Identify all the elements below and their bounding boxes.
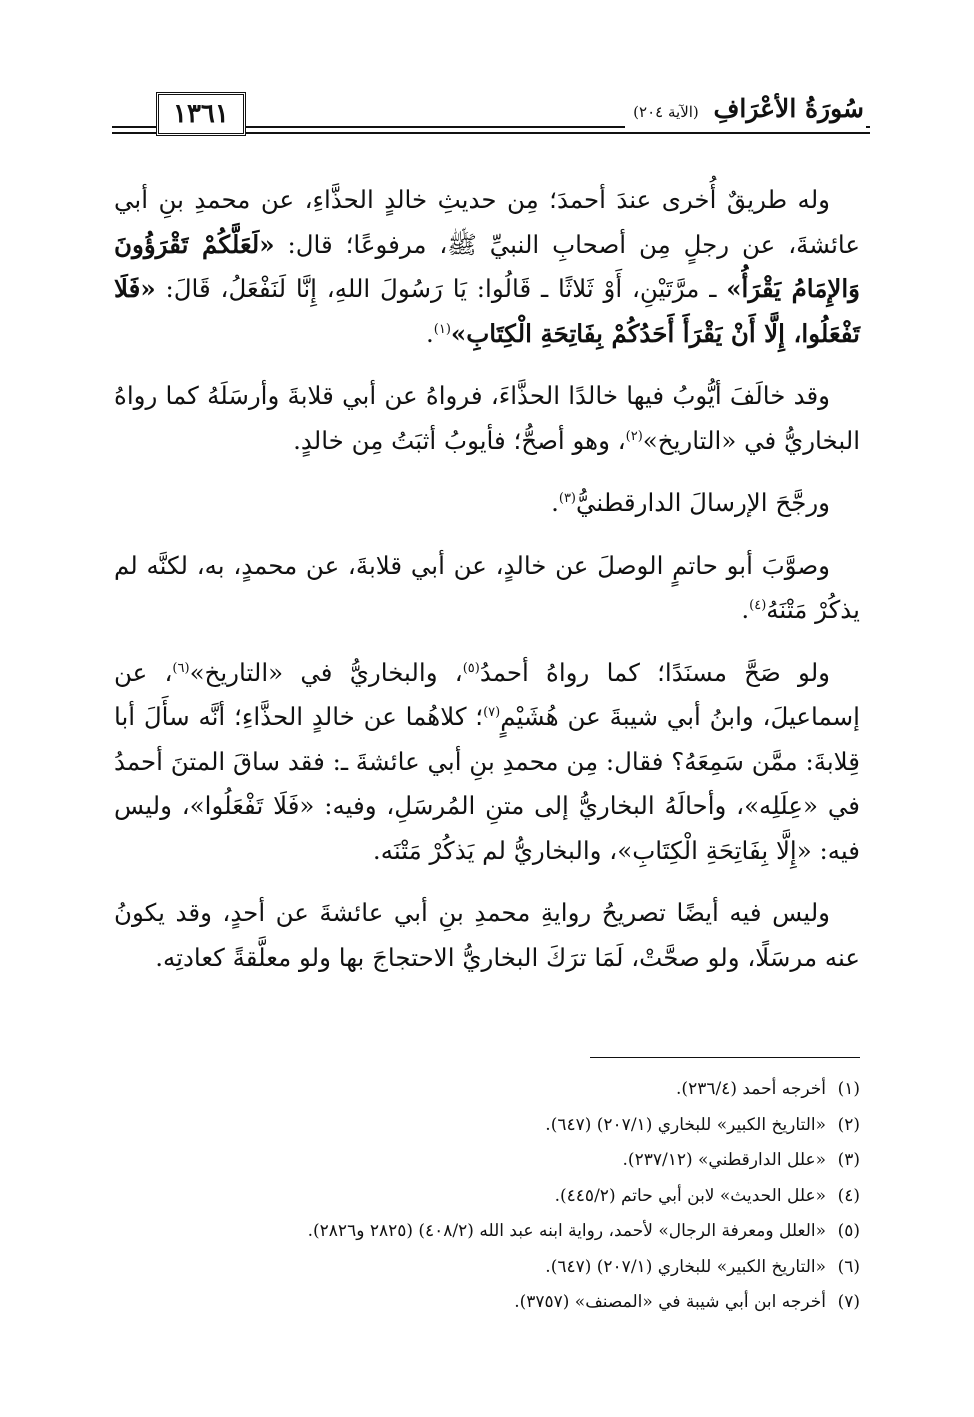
text-run: وله طريقٌ أُخرى عندَ أحمدَ؛ مِن حديثِ خالدٍ الحذَّاءِ، عن محمدِ بنِ أبي عائشةَ، عن رجلٍ مِن أصحابِ النبيِّ ﷺ، مرفوعًا؛ قال: bbox=[114, 185, 860, 259]
paragraph bbox=[114, 374, 860, 463]
footnote-item bbox=[114, 1072, 860, 1108]
text-run: . bbox=[741, 595, 750, 624]
text-run: ، والبخاريُّ في «التاريخ» bbox=[189, 657, 463, 687]
paragraph bbox=[114, 544, 860, 633]
paragraph bbox=[114, 481, 860, 526]
text-run: ؛ كلاهُما عن خالدٍ الحذَّاءِ؛ أنَّه سأَلَ أبا قِلابةَ: ممَّن سَمِعَهُ؟ فقال: مِن محمدِ بنِ أبي عائشةَ ـ: فقد ساقَ المتنَ أحمدُ في «عِلَلِه»، وأحالَهُ البخاريُّ إلى متنِ المُرسَلِ، وفيه: «فَلَا تَفْعَلُوا»، وليس فيه: «إِلَّا بِفَاتِحَةِ الْكِتَابِ»، والبخاريُّ لم يَذكُرْ مَتْنَه. bbox=[114, 702, 860, 865]
footnotes-list bbox=[114, 1072, 860, 1321]
text-run: وقد خالَفَ أيُّوبُ فيها خالدًا الحذَّاءَ، فرواهُ عن أبي قلابةَ وأرسَلَهُ كما رواهُ البخاريُّ في «التاريخ» bbox=[114, 381, 860, 455]
footnote-number: (٧) bbox=[837, 1292, 860, 1312]
footnote-text: «التاريخ الكبير» للبخاري (٢٠٧/١) (٦٤٧). bbox=[545, 1114, 826, 1135]
paragraph bbox=[114, 651, 860, 874]
footnote-number: (١) bbox=[837, 1079, 860, 1099]
surah-name: سُورَةُ الأعْرَافِ bbox=[713, 94, 864, 123]
text-run: ورجَّحَ الإرسالَ الدارقطنيُّ bbox=[576, 488, 830, 517]
footnote-marker: (٤) bbox=[749, 597, 767, 613]
footnote-text: «علل الدارقطني» (٢٣٧/١٢). bbox=[622, 1150, 826, 1170]
footnote-text: أخرجه أحمد (٢٣٦/٤). bbox=[676, 1079, 826, 1099]
footnote-number: (٢) bbox=[837, 1114, 860, 1135]
footnote-text: أخرجه ابن أبي شيبة في «المصنف» (٣٧٥٧). bbox=[514, 1292, 826, 1312]
footnote-marker: (٣) bbox=[558, 490, 576, 506]
footnote-item bbox=[114, 1143, 860, 1179]
footnote-item bbox=[114, 1108, 860, 1144]
paragraph bbox=[114, 891, 860, 980]
footnote-marker: (١) bbox=[433, 321, 451, 337]
footnote-item bbox=[114, 1179, 860, 1215]
footnote-number: (٥) bbox=[837, 1221, 860, 1241]
footnote-marker: (٧) bbox=[483, 704, 501, 720]
text-run: ، وهو أصحُّ؛ فأيوبُ أثبَتُ مِن خالدٍ. bbox=[293, 425, 626, 455]
page-number-box bbox=[156, 92, 246, 136]
text-run: ، عن إسماعيلَ، وابنُ أبي شيبةَ عن هُشَيْمٍ bbox=[114, 657, 860, 731]
footnote-text: «العلل ومعرفة الرجال» لأحمد، رواية ابنه عبد الله (٤٠٨/٢) (٢٨٢٥ و٢٨٢٦). bbox=[307, 1221, 826, 1241]
hadith-quote: «فَلَا تَفْعَلُوا، إِلَّا أَنْ يَقْرَأَ أَحَدُكُمْ بِفَاتِحَةِ الْكِتَابِ» bbox=[114, 274, 860, 348]
footnote-number: (٦) bbox=[837, 1256, 860, 1277]
footnote-marker: (٦) bbox=[172, 660, 190, 676]
text-run: ولو صَحَّ مسنَدًا؛ كما رواهُ أحمدُ bbox=[479, 657, 830, 687]
text-run: . bbox=[425, 318, 434, 348]
running-header bbox=[112, 92, 870, 148]
footnote-text: «التاريخ الكبير» للبخاري (٢٠٧/١) (٦٤٧). bbox=[545, 1256, 826, 1277]
text-run: وصوَّبَ أبو حاتمٍ الوصلَ عن خالدٍ، عن أبي قلابةَ، عن محمدٍ، به، لكنَّه لم يذكُرْ مَتْنَهُ bbox=[114, 550, 860, 624]
hadith-quote: «لَعَلَّكُمْ تَقْرَؤُونَ وَالإِمَامُ يَقْرَأُ» bbox=[114, 229, 861, 303]
verse-reference: (الآية ٢٠٤) bbox=[633, 103, 699, 121]
footnote-marker: (٢) bbox=[625, 428, 643, 444]
footnote-item bbox=[114, 1214, 860, 1250]
footnote-number: (٤) bbox=[837, 1185, 860, 1206]
surah-title bbox=[625, 92, 866, 129]
footnote-number: (٣) bbox=[837, 1150, 860, 1170]
text-run: ـ مرَّتَيْنِ، أَوْ ثَلاثًا ـ قَالُوا: يَا رَسُولَ اللهِ، إِنَّا لَنَفْعَلُ، قَالَ: bbox=[155, 274, 727, 303]
paragraph bbox=[114, 178, 860, 356]
footnote-item bbox=[114, 1250, 860, 1286]
footnote-marker: (٥) bbox=[462, 660, 480, 676]
page-number: ١٣٦١ bbox=[173, 99, 229, 129]
main-text bbox=[114, 178, 860, 998]
footnote-separator bbox=[590, 1057, 860, 1058]
footnote-text: «علل الحديث» لابن أبي حاتم (٤٤٥/٢). bbox=[554, 1185, 826, 1206]
text-run: . bbox=[551, 488, 559, 517]
footnote-item bbox=[114, 1285, 860, 1321]
text-run: وليس فيه أيضًا تصريحُ روايةِ محمدِ بنِ أبي عائشةَ عن أحدٍ، وقد يكونُ عنه مرسَلًا، ولو صحَّتْ، لَمَا ترَكَ البخاريُّ الاحتجاجَ بها ولو معلَّقةً كعادتِه. bbox=[114, 898, 860, 972]
